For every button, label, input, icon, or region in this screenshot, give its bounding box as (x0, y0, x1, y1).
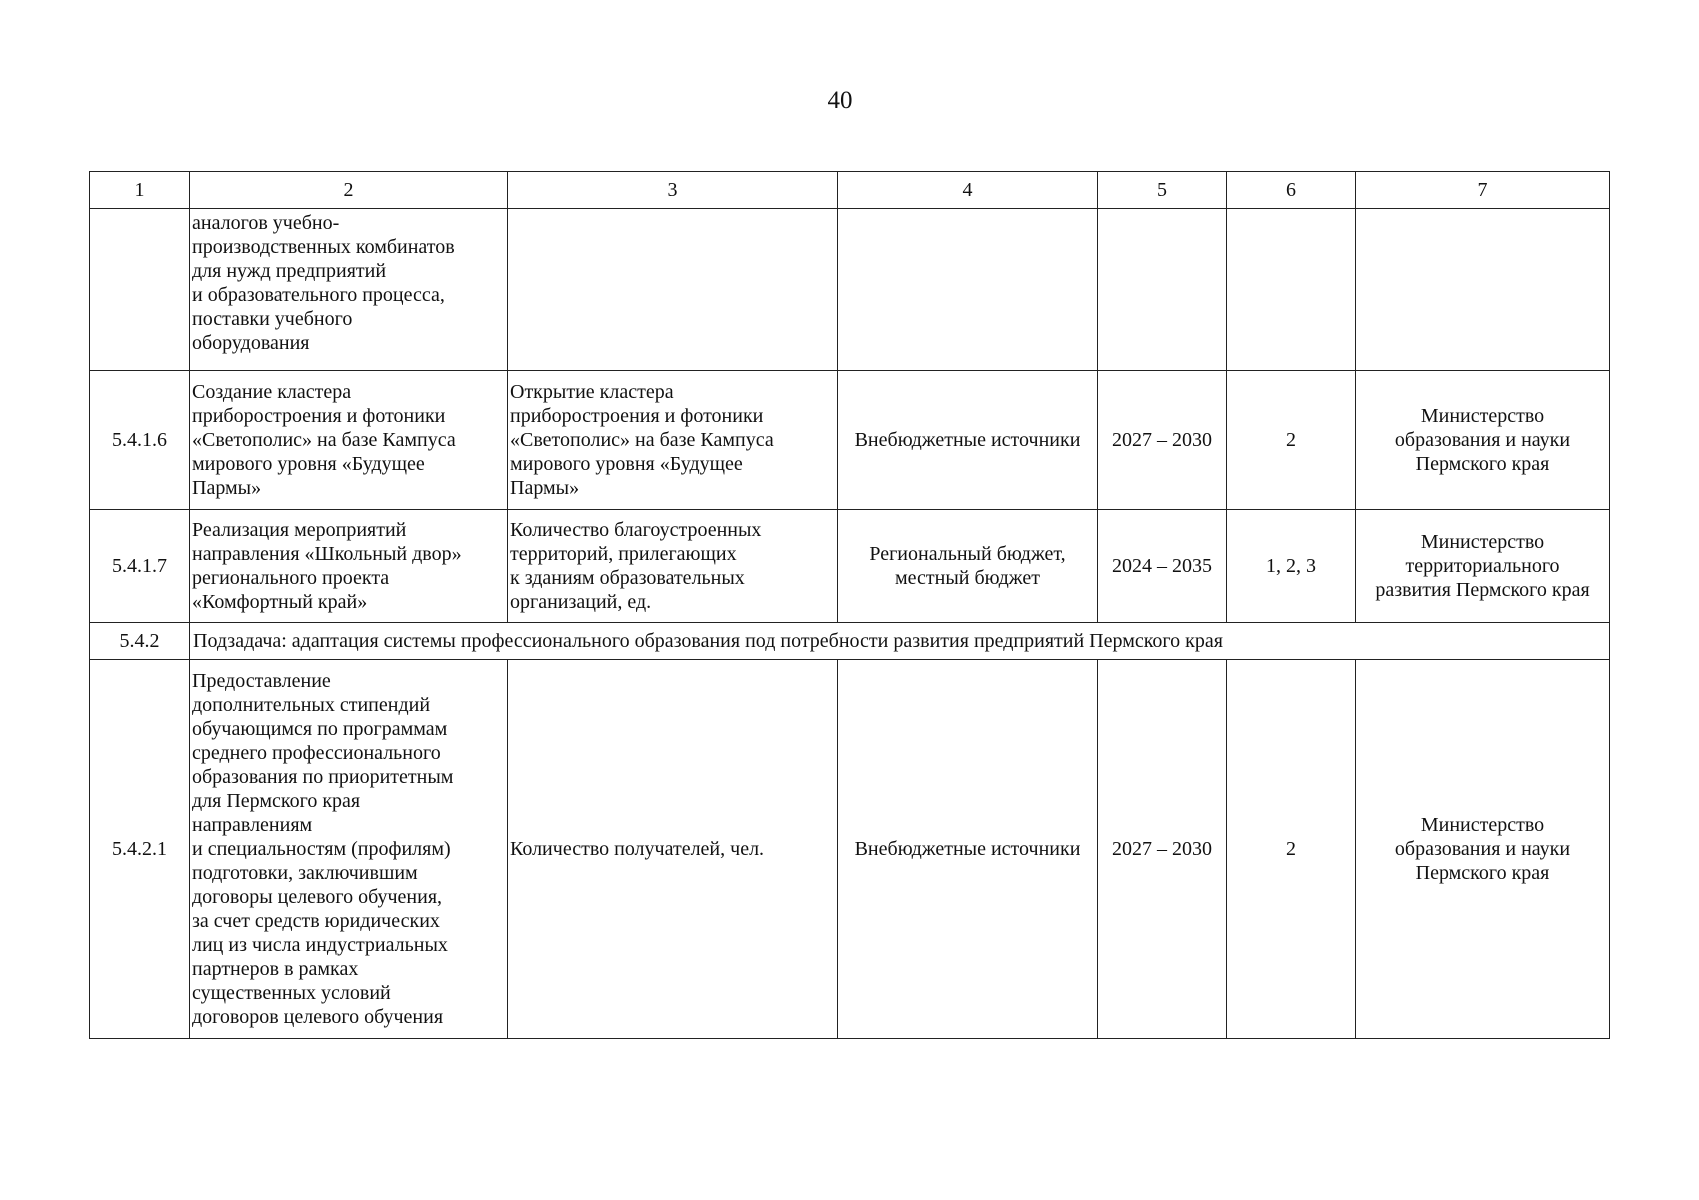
row-executor: Министерство образования и науки Пермского края (1356, 371, 1610, 510)
row-result: Количество получателей, чел. (508, 660, 838, 1039)
row-task: 1, 2, 3 (1227, 510, 1356, 623)
row-executor (1356, 209, 1610, 371)
row-period (1098, 209, 1227, 371)
table-row (90, 209, 1610, 371)
row-result: Количество благоустроенных территорий, прилегающих к зданиям образовательных организаций, ед. (508, 510, 838, 623)
row-result (508, 209, 838, 371)
row-executor: Министерство территориального развития Пермского края (1356, 510, 1610, 623)
header-cell: 4 (838, 172, 1098, 209)
header-cell: 3 (508, 172, 838, 209)
table-row (90, 371, 1610, 510)
row-event: Предоставление дополнительных стипендий обучающимся по программам среднего профессионального образования по приоритетным для Пермского края направлениям и специальностям (профилям) подготовки, заключившим договоры целевого обучения, за счет средств юридических лиц из числа индустриальных партнеров в рамках существенных условий договоров целевого обучения (190, 660, 508, 1039)
table-row (90, 660, 1610, 1039)
page-number: 40 (827, 87, 853, 114)
header-cell: 2 (190, 172, 508, 209)
row-number: 5.4.1.6 (90, 371, 190, 510)
subtask-text: Подзадача: адаптация системы профессионального образования под потребности развития предприятий Пермского края (190, 623, 1610, 660)
header-cell: 1 (90, 172, 190, 209)
program-table (89, 171, 1610, 1039)
row-number: 5.4.1.7 (90, 510, 190, 623)
row-source: Внебюджетные источники (838, 660, 1098, 1039)
row-source (838, 209, 1098, 371)
header-row (90, 172, 1610, 209)
row-source: Региональный бюджет, местный бюджет (838, 510, 1098, 623)
row-event: Создание кластера приборостроения и фотоники «Светополис» на базе Кампуса мирового уровня «Будущее Пармы» (190, 371, 508, 510)
subtask-number: 5.4.2 (90, 623, 190, 660)
row-task: 2 (1227, 371, 1356, 510)
row-task: 2 (1227, 660, 1356, 1039)
row-result: Открытие кластера приборостроения и фотоники «Светополис» на базе Кампуса мирового уровня «Будущее Пармы» (508, 371, 838, 510)
row-task (1227, 209, 1356, 371)
header-cell: 6 (1227, 172, 1356, 209)
row-event: аналогов учебно- производственных комбинатов для нужд предприятий и образовательного процесса, поставки учебного оборудования (190, 209, 508, 371)
row-period: 2027 – 2030 (1098, 371, 1227, 510)
row-source: Внебюджетные источники (838, 371, 1098, 510)
row-event: Реализация мероприятий направления «Школьный двор» регионального проекта «Комфортный край» (190, 510, 508, 623)
header-cell: 7 (1356, 172, 1610, 209)
row-number: 5.4.2.1 (90, 660, 190, 1039)
row-period: 2027 – 2030 (1098, 660, 1227, 1039)
row-number (90, 209, 190, 371)
row-executor: Министерство образования и науки Пермского края (1356, 660, 1610, 1039)
row-period: 2024 – 2035 (1098, 510, 1227, 623)
header-cell: 5 (1098, 172, 1227, 209)
table-row (90, 510, 1610, 623)
subtask-row (90, 623, 1610, 660)
